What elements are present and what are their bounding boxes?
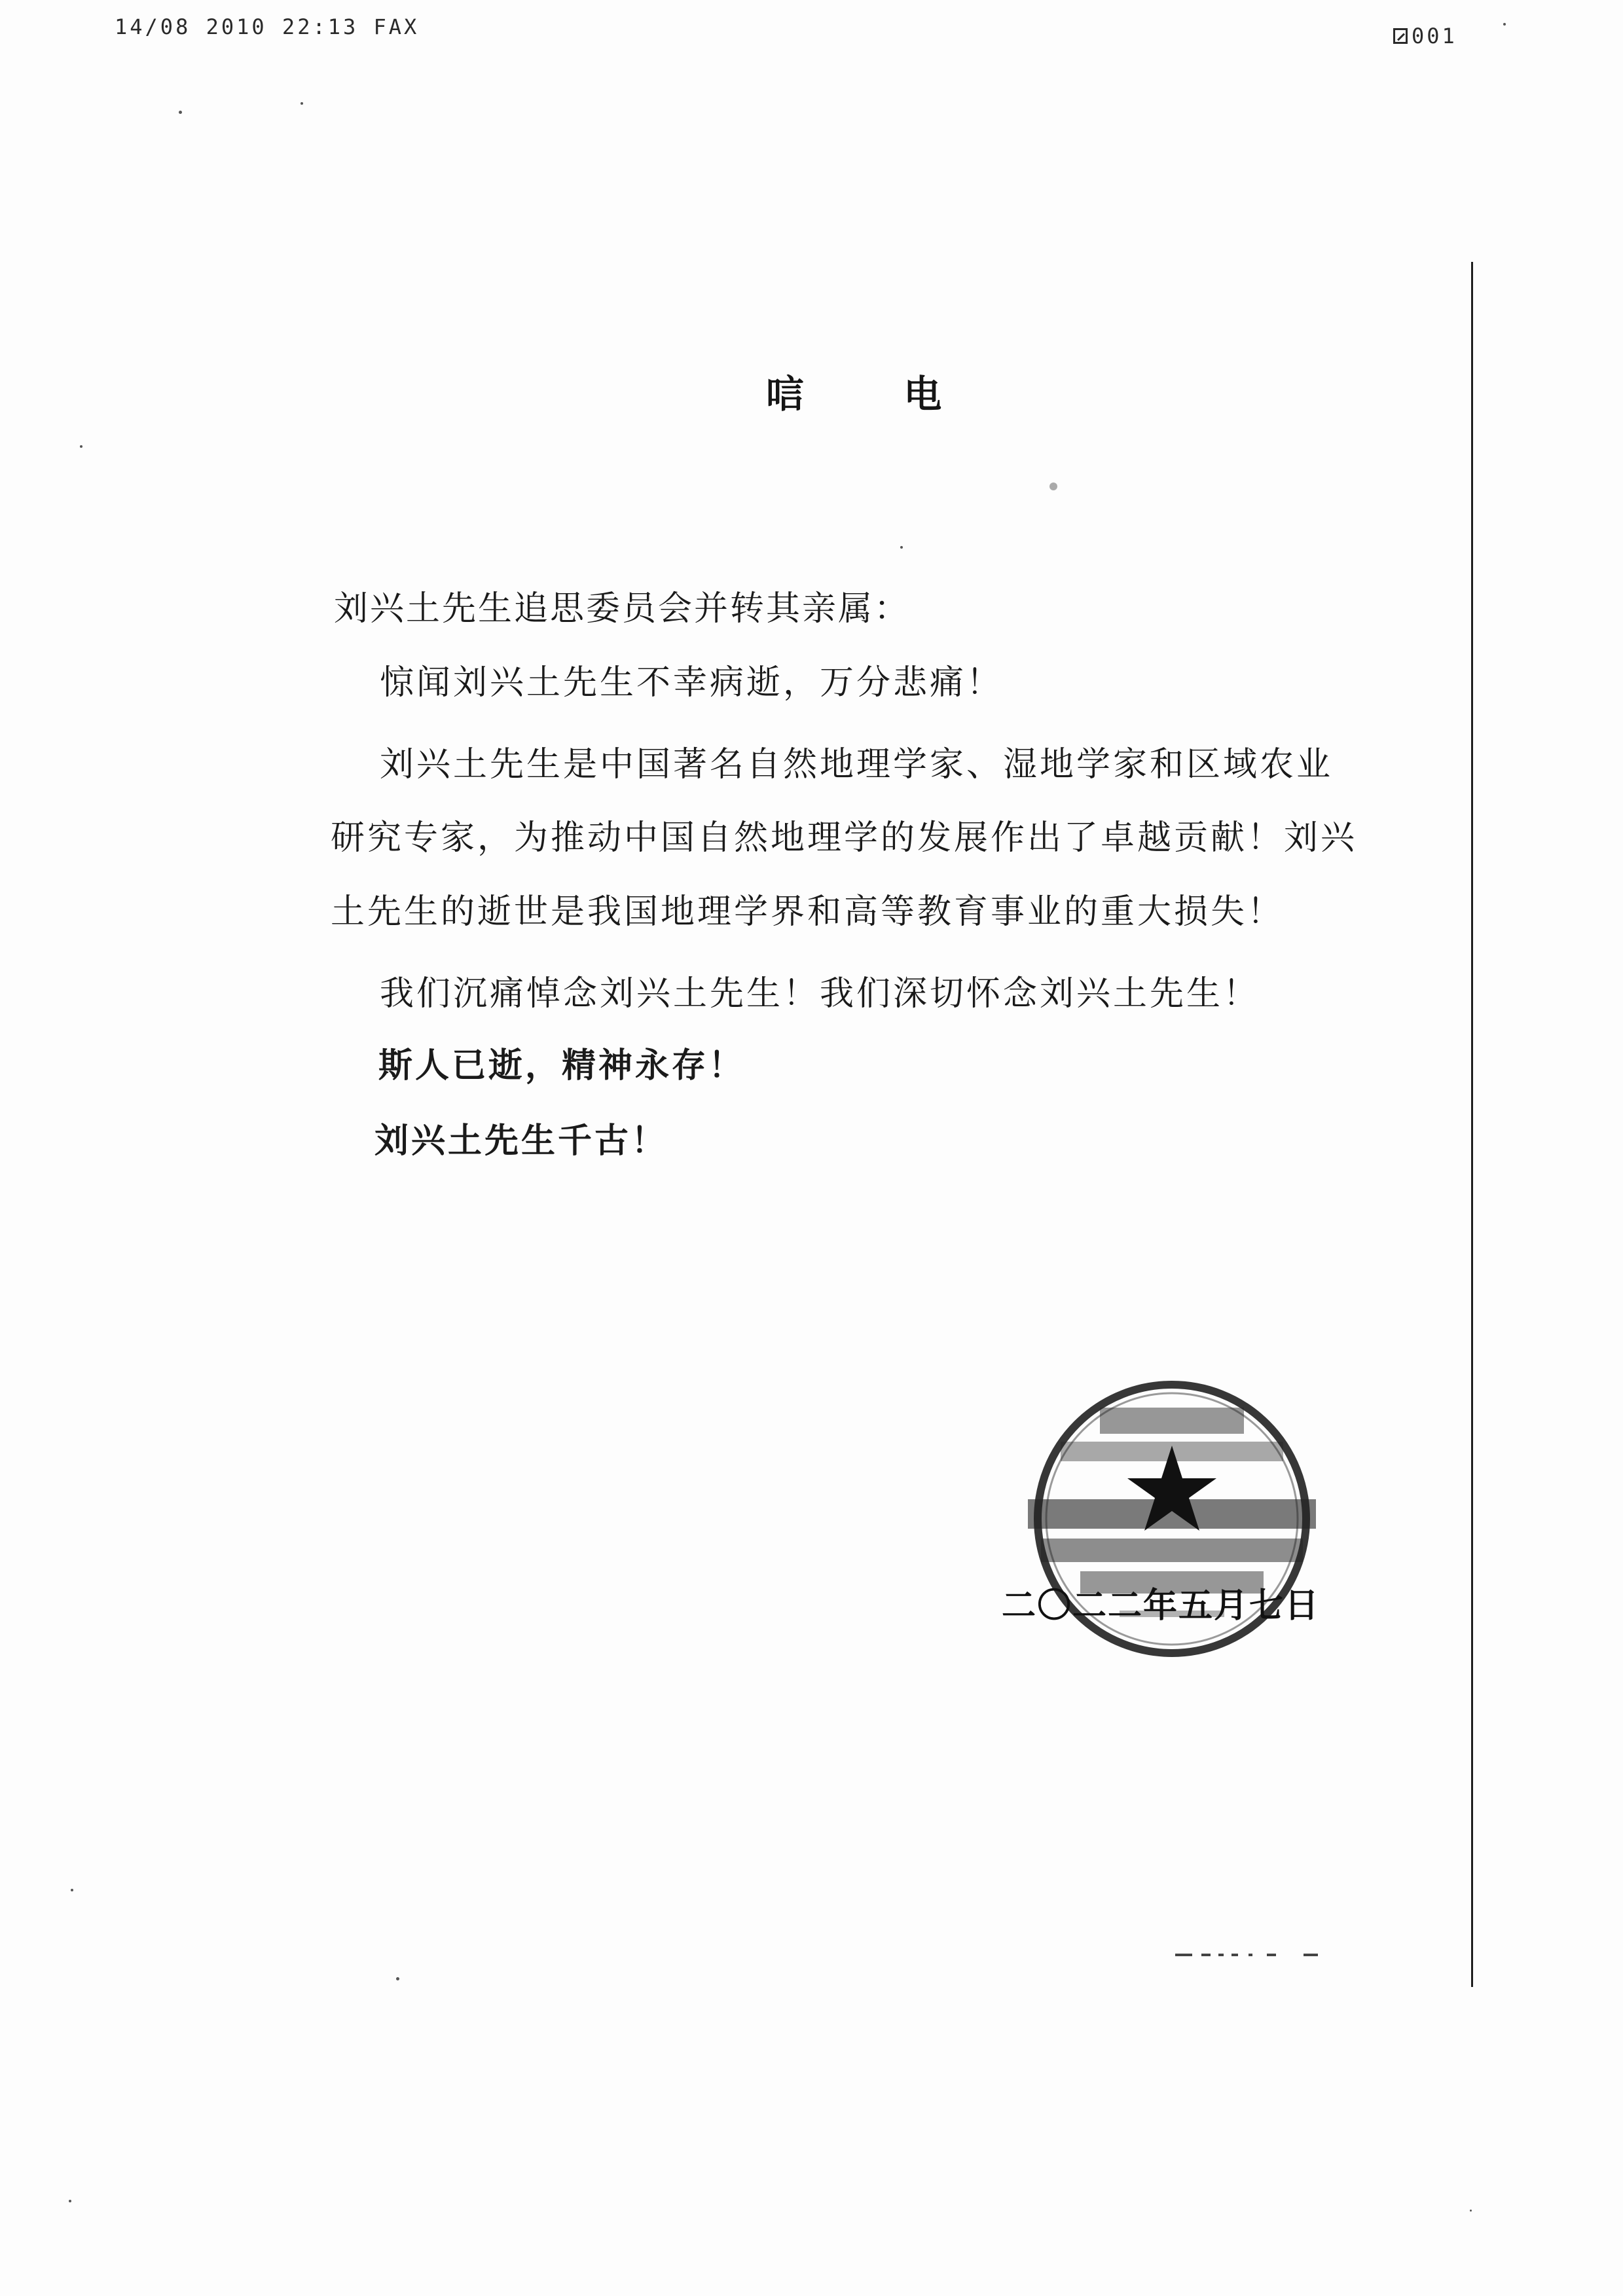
letter-paragraph-3: 我们沉痛悼念刘兴土先生！我们深切怀念刘兴土先生！ xyxy=(380,974,1260,1013)
scan-speck xyxy=(80,445,82,448)
letter-paragraph-2-line-1: 刘兴土先生是中国著名自然地理学家、湿地学家和区域农业 xyxy=(380,745,1334,784)
scan-speck xyxy=(301,102,303,105)
scan-speck xyxy=(900,546,903,549)
fax-datetime-header: 14/08 2010 22:13 FAX xyxy=(115,14,420,39)
scan-speck xyxy=(71,1889,73,1891)
fax-page-number: 001 xyxy=(1412,24,1457,48)
fax-checkbox-icon xyxy=(1393,28,1408,44)
scan-speck xyxy=(179,111,182,114)
scan-speck xyxy=(1049,483,1057,490)
scan-speck xyxy=(69,2200,71,2202)
letter-paragraph-2-line-3: 土先生的逝世是我国地理学界和高等教育事业的重大损失！ xyxy=(331,892,1285,932)
scan-speck xyxy=(396,1977,399,1980)
letter-paragraph-1: 惊闻刘兴土先生不幸病逝，万分悲痛！ xyxy=(380,663,1004,702)
letter-paragraph-4: 斯人已逝，精神永存！ xyxy=(378,1046,746,1085)
scan-speck xyxy=(1503,23,1506,26)
letter-closing: 刘兴土先生千古！ xyxy=(374,1121,668,1161)
letter-title: 唁 电 xyxy=(766,372,985,416)
letter-paragraph-2-line-2: 研究专家，为推动中国自然地理学的发展作出了卓越贡献！刘兴 xyxy=(331,818,1358,858)
scan-speck xyxy=(1470,2210,1472,2212)
letter-salutation: 刘兴土先生追思委员会并转其亲属： xyxy=(334,589,911,629)
scan-dash-marks xyxy=(1175,1951,1332,1959)
letter-date: 二〇二二年五月七日 xyxy=(1002,1586,1321,1626)
scan-edge-line xyxy=(1471,262,1473,1987)
fax-page-indicator xyxy=(1393,24,1457,48)
